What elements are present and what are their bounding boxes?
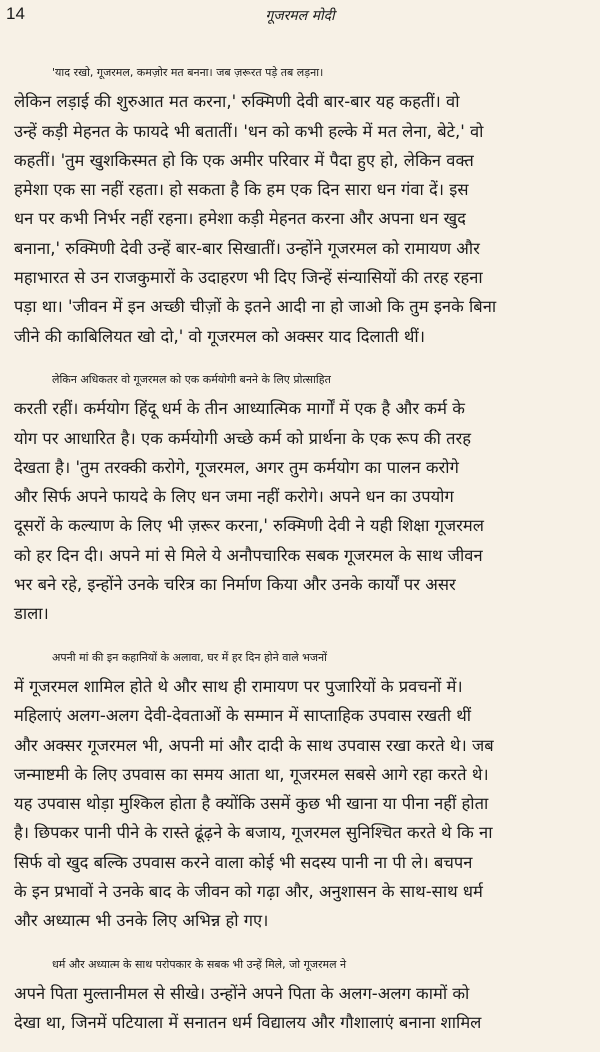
text-line: और अध्यात्म भी उनके लिए अभिन्न हो गए। <box>14 911 269 931</box>
text-line: 'याद रखो, गूजरमल, कमज़ोर मत बनना। जब ज़रूरत पड़े तब लड़ना। <box>52 66 324 79</box>
text-line: लेकिन लड़ाई की शुरुआत मत करना,' रुक्मिणी देवी बार-बार यह कहतीं। वो <box>14 92 460 112</box>
text-line: यह उपवास थोड़ा मुश्किल होता है क्योंकि उसमें कुछ भी खाना या पीना नहीं होता <box>14 794 489 814</box>
paragraph-3 <box>14 643 590 936</box>
text-line: करती रहीं। कर्मयोग हिंदू धर्म के तीन आध्यात्मिक मार्गों में एक है और कर्म के <box>14 399 465 419</box>
paragraph-4 <box>14 950 590 1038</box>
text-line: और सिर्फ अपने फायदे के लिए धन जमा नहीं करोगे। अपने धन का उपयोग <box>14 487 454 507</box>
text-line: जन्माष्टमी के लिए उपवास का समय आता था, गूजरमल सबसे आगे रहा करते थे। <box>14 764 489 784</box>
text-line: कहतीं। 'तुम खुशकिस्मत हो कि एक अमीर परिवार में पैदा हुए हो, लेकिन वक्त <box>14 150 474 170</box>
text-line: हमेशा एक सा नहीं रहता। हो सकता है कि हम एक दिन सारा धन गंवा दें। इस <box>14 180 469 200</box>
body-text <box>14 58 590 1052</box>
text-line: उन्हें कड़ी मेहनत के फायदे भी बतातीं। 'धन को कभी हल्के में मत लेना, बेटे,' वो <box>14 121 484 141</box>
text-line: देखता है। 'तुम तरक्की करोगे, गूजरमल, अगर तुम कर्मयोग का पालन करोगे <box>14 457 459 477</box>
text-line: और अक्सर गूजरमल भी, अपनी मां और दादी के साथ उपवास रखा करते थे। जब <box>14 735 494 755</box>
text-line: डाला। <box>14 604 49 624</box>
running-header: गूजरमल मोदी <box>265 8 335 24</box>
text-line: महाभारत से उन राजकुमारों के उदाहरण भी दिए जिन्हें संन्यासियों की तरह रहना <box>14 268 483 288</box>
text-line: अपने पिता मुल्तानीमल से सीखे। उन्होंने अपने पिता के अलग-अलग कामों को <box>14 983 470 1003</box>
text-line: अपनी मां की इन कहानियों के अलावा, घर में हर दिन होने वाले भजनों <box>52 650 328 664</box>
text-line: बनाना,' रुक्मिणी देवी उन्हें बार-बार सिखातीं। उन्होंने गूजरमल को रामायण और <box>14 238 480 258</box>
text-line: धर्म और अध्यात्म के साथ परोपकार के सबक भी उन्हें मिले, जो गूजरमल ने <box>52 957 347 971</box>
text-line: देखा था, जिनमें पटियाला में सनातन धर्म विद्यालय और गौशालाएं बनाना शामिल <box>14 1013 482 1033</box>
text-line: सिर्फ वो खुद बल्कि उपवास करने वाला कोई भी सदस्य पानी ना पी ले। बचपन <box>14 852 473 872</box>
text-line: महिलाएं अलग-अलग देवी-देवताओं के सम्मान में साप्ताहिक उपवास रखती थीं <box>14 706 472 726</box>
paragraph-1 <box>14 58 590 351</box>
paragraph-2 <box>14 365 590 629</box>
text-line: जीने की काबिलियत खो दो,' वो गूजरमल को अक्सर याद दिलाती थीं। <box>14 326 425 346</box>
text-line: है। छिपकर पानी पीने के रास्ते ढूंढ़ने के बजाय, गूजरमल सुनिश्चित करते थे कि ना <box>14 823 493 843</box>
page-number: 14 <box>6 4 25 23</box>
text-line: के इन प्रभावों ने उनके बाद के जीवन को गढ़ा और, अनुशासन के साथ-साथ धर्म <box>14 882 483 902</box>
text-line: में गूजरमल शामिल होते थे और साथ ही रामायण पर पुजारियों के प्रवचनों में। <box>14 676 463 696</box>
text-line: योग पर आधारित है। एक कर्मयोगी अच्छे कर्म को प्रार्थना के एक रूप की तरह <box>14 428 472 448</box>
text-line: भर बने रहे, इन्होंने उनके चरित्र का निर्माण किया और उनके कार्यों पर असर <box>14 575 456 595</box>
text-line: लेकिन अधिकतर वो गूजरमल को एक कर्मयोगी बनने के लिए प्रोत्साहित <box>52 372 331 386</box>
text-line: दूसरों के कल्याण के लिए भी ज़रूर करना,' रुक्मिणी देवी ने यही शिक्षा गूजरमल <box>14 516 484 536</box>
text-line: को हर दिन दी। अपने मां से मिले ये अनौपचारिक सबक गूजरमल के साथ जीवन <box>14 545 483 565</box>
text-line: पड़ा था। 'जीवन में इन अच्छी चीज़ों के इतने आदी ना हो जाओ कि तुम इनके बिना <box>14 297 497 317</box>
text-line: धन पर कभी निर्भर नहीं रहना। हमेशा कड़ी मेहनत करना और अपना धन खुद <box>14 209 466 229</box>
